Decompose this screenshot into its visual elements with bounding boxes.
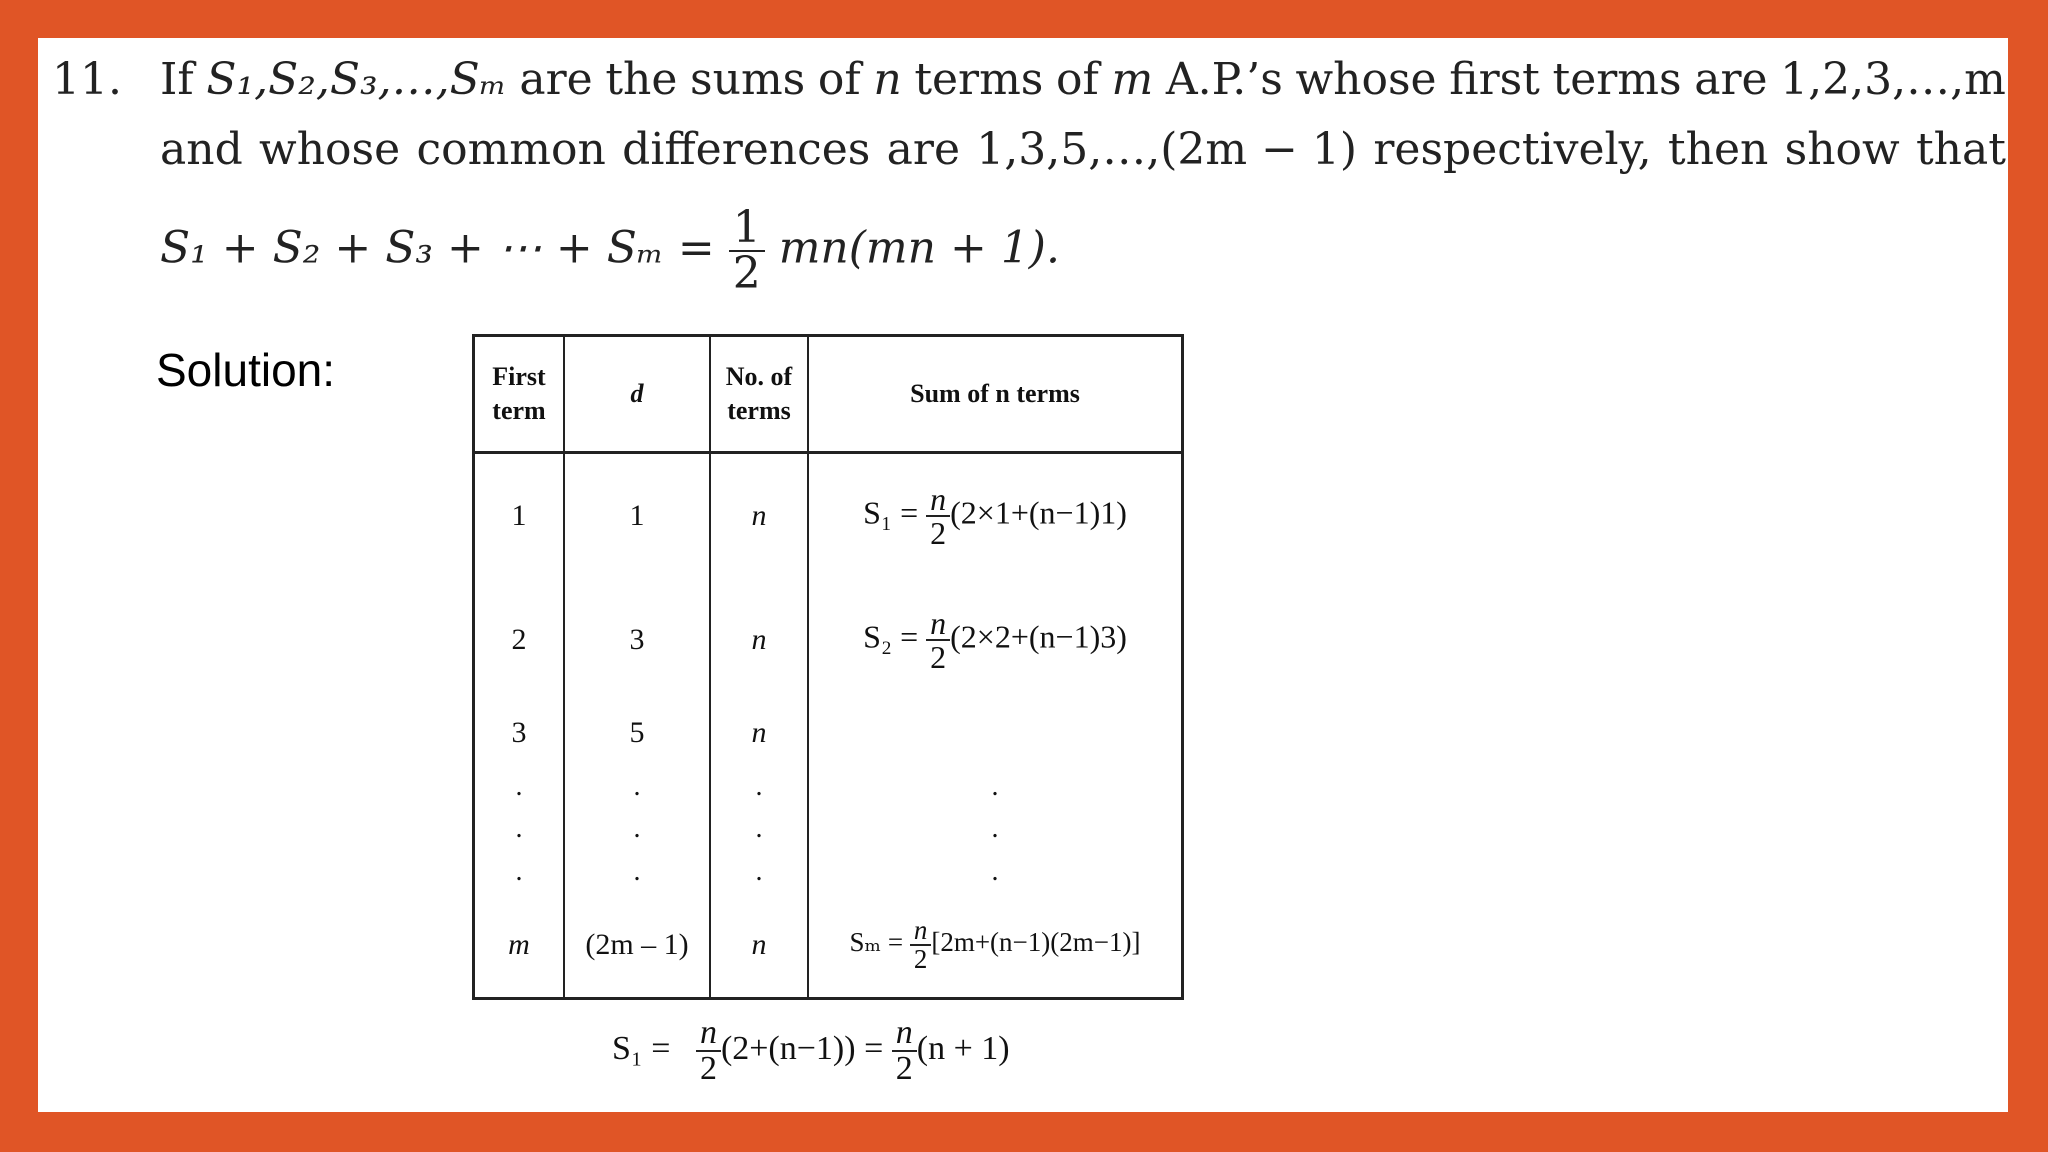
word: respectively,: [1373, 124, 1652, 175]
word: terms: [1552, 54, 1682, 105]
header-no-of-terms: No. of terms: [710, 336, 808, 453]
cell-terms: .: [710, 808, 808, 851]
word: A.P.’s: [1165, 54, 1283, 105]
sum-fraction: [910, 917, 932, 973]
final-fraction-1: [696, 1016, 721, 1086]
fraction-numerator: n: [926, 607, 950, 641]
fraction-denominator: 2: [913, 944, 928, 975]
math-s-list: S₁,S₂,S₃,…,Sₘ: [206, 54, 507, 105]
fraction-numerator: n: [696, 1016, 721, 1052]
word: that: [1916, 124, 2006, 175]
cell-first-term: .: [474, 808, 565, 851]
cell-d: 1: [564, 453, 710, 579]
cell-sum: [808, 894, 1183, 999]
math-first-terms: 1,2,3,…,m: [1780, 54, 2006, 105]
cell-first-term: 2: [474, 579, 565, 701]
cell-terms: n: [710, 453, 808, 579]
cell-sum: .: [808, 765, 1183, 808]
word: sums: [690, 54, 806, 105]
cell-terms: .: [710, 851, 808, 894]
question-equation: [160, 202, 1060, 299]
sum-fraction: [926, 481, 950, 552]
cell-first-term: .: [474, 851, 565, 894]
question-number: 11.: [52, 54, 122, 105]
word: differences: [622, 124, 871, 175]
cell-d: 5: [564, 701, 710, 765]
word: and: [160, 124, 243, 175]
word: of: [817, 54, 861, 105]
final-rhs: (n + 1): [916, 1029, 1010, 1067]
question-line-1: [160, 54, 2006, 105]
solution-label: Solution:: [156, 344, 336, 396]
word: common: [416, 124, 606, 175]
cell-d: (2m – 1): [564, 894, 710, 999]
cell-d: .: [564, 808, 710, 851]
final-lhs: S₁ =: [612, 1029, 671, 1067]
cell-sum: .: [808, 808, 1183, 851]
word: are: [886, 124, 960, 175]
header-first-term: First term: [474, 336, 565, 453]
sum-lhs: Sₘ =: [849, 927, 904, 958]
header-d: d: [564, 336, 710, 453]
equation-rhs: mn(mn + 1).: [778, 222, 1060, 274]
equation-lhs: S₁ + S₂ + S₃ + ⋯ + Sₘ =: [160, 222, 715, 274]
ap-table: [472, 334, 1184, 1000]
word: are: [519, 54, 593, 105]
cell-d: .: [564, 851, 710, 894]
word: terms: [914, 54, 1044, 105]
cell-d: 3: [564, 579, 710, 701]
fraction-numerator: n: [910, 917, 932, 946]
sum-lhs: S₁ =: [863, 494, 919, 531]
word: show: [1784, 124, 1900, 175]
fraction-numerator: 1: [729, 206, 765, 252]
table-header-row: [474, 336, 1183, 453]
cell-first-term: .: [474, 765, 565, 808]
sum-fraction: [926, 604, 950, 675]
word: the: [605, 54, 678, 105]
question-line-2: [160, 124, 2006, 175]
cell-first-term: 1: [474, 453, 565, 579]
table-row: [474, 701, 1183, 765]
word: If: [160, 54, 194, 105]
fraction-denominator: 2: [732, 248, 761, 299]
cell-sum: [808, 453, 1183, 579]
table-row: [474, 851, 1183, 894]
cell-terms: n: [710, 894, 808, 999]
equation-fraction: [729, 202, 765, 299]
cell-sum: [808, 579, 1183, 701]
cell-terms: n: [710, 701, 808, 765]
cell-first-term: m: [474, 894, 565, 999]
word: first: [1449, 54, 1540, 105]
fraction-denominator: 2: [930, 515, 947, 552]
fraction-denominator: 2: [699, 1050, 717, 1087]
final-equation: [612, 1016, 1010, 1086]
word: of: [1056, 54, 1099, 105]
cell-d: .: [564, 765, 710, 808]
sum-lhs: S₂ =: [863, 618, 919, 655]
cell-sum: [808, 701, 1183, 765]
sum-rhs: (2×1+(n−1)1): [950, 494, 1127, 531]
header-sum: Sum of n terms: [808, 336, 1183, 453]
math-n: n: [873, 54, 902, 105]
word: then: [1667, 124, 1769, 175]
slide: [38, 38, 2008, 1112]
fraction-denominator: 2: [930, 638, 947, 675]
fraction-denominator: 2: [895, 1050, 913, 1087]
final-fraction-2: [892, 1016, 917, 1086]
cell-sum: .: [808, 851, 1183, 894]
table-row: [474, 765, 1183, 808]
final-mid: (2+(n−1)) =: [720, 1029, 884, 1067]
sum-rhs: (2×2+(n−1)3): [950, 618, 1127, 655]
math-differences: 1,3,5,…,(2m − 1): [976, 124, 1358, 175]
sum-rhs: [2m+(n−1)(2m−1)]: [931, 927, 1141, 958]
table-row: [474, 453, 1183, 579]
table-row: [474, 808, 1183, 851]
word: are: [1694, 54, 1768, 105]
math-m: m: [1111, 54, 1154, 105]
table-row: [474, 894, 1183, 999]
cell-first-term: 3: [474, 701, 565, 765]
fraction-numerator: n: [892, 1016, 917, 1052]
word: whose: [1295, 54, 1437, 105]
cell-terms: .: [710, 765, 808, 808]
fraction-numerator: n: [926, 483, 950, 517]
cell-terms: n: [710, 579, 808, 701]
word: whose: [259, 124, 401, 175]
table-row: [474, 579, 1183, 701]
